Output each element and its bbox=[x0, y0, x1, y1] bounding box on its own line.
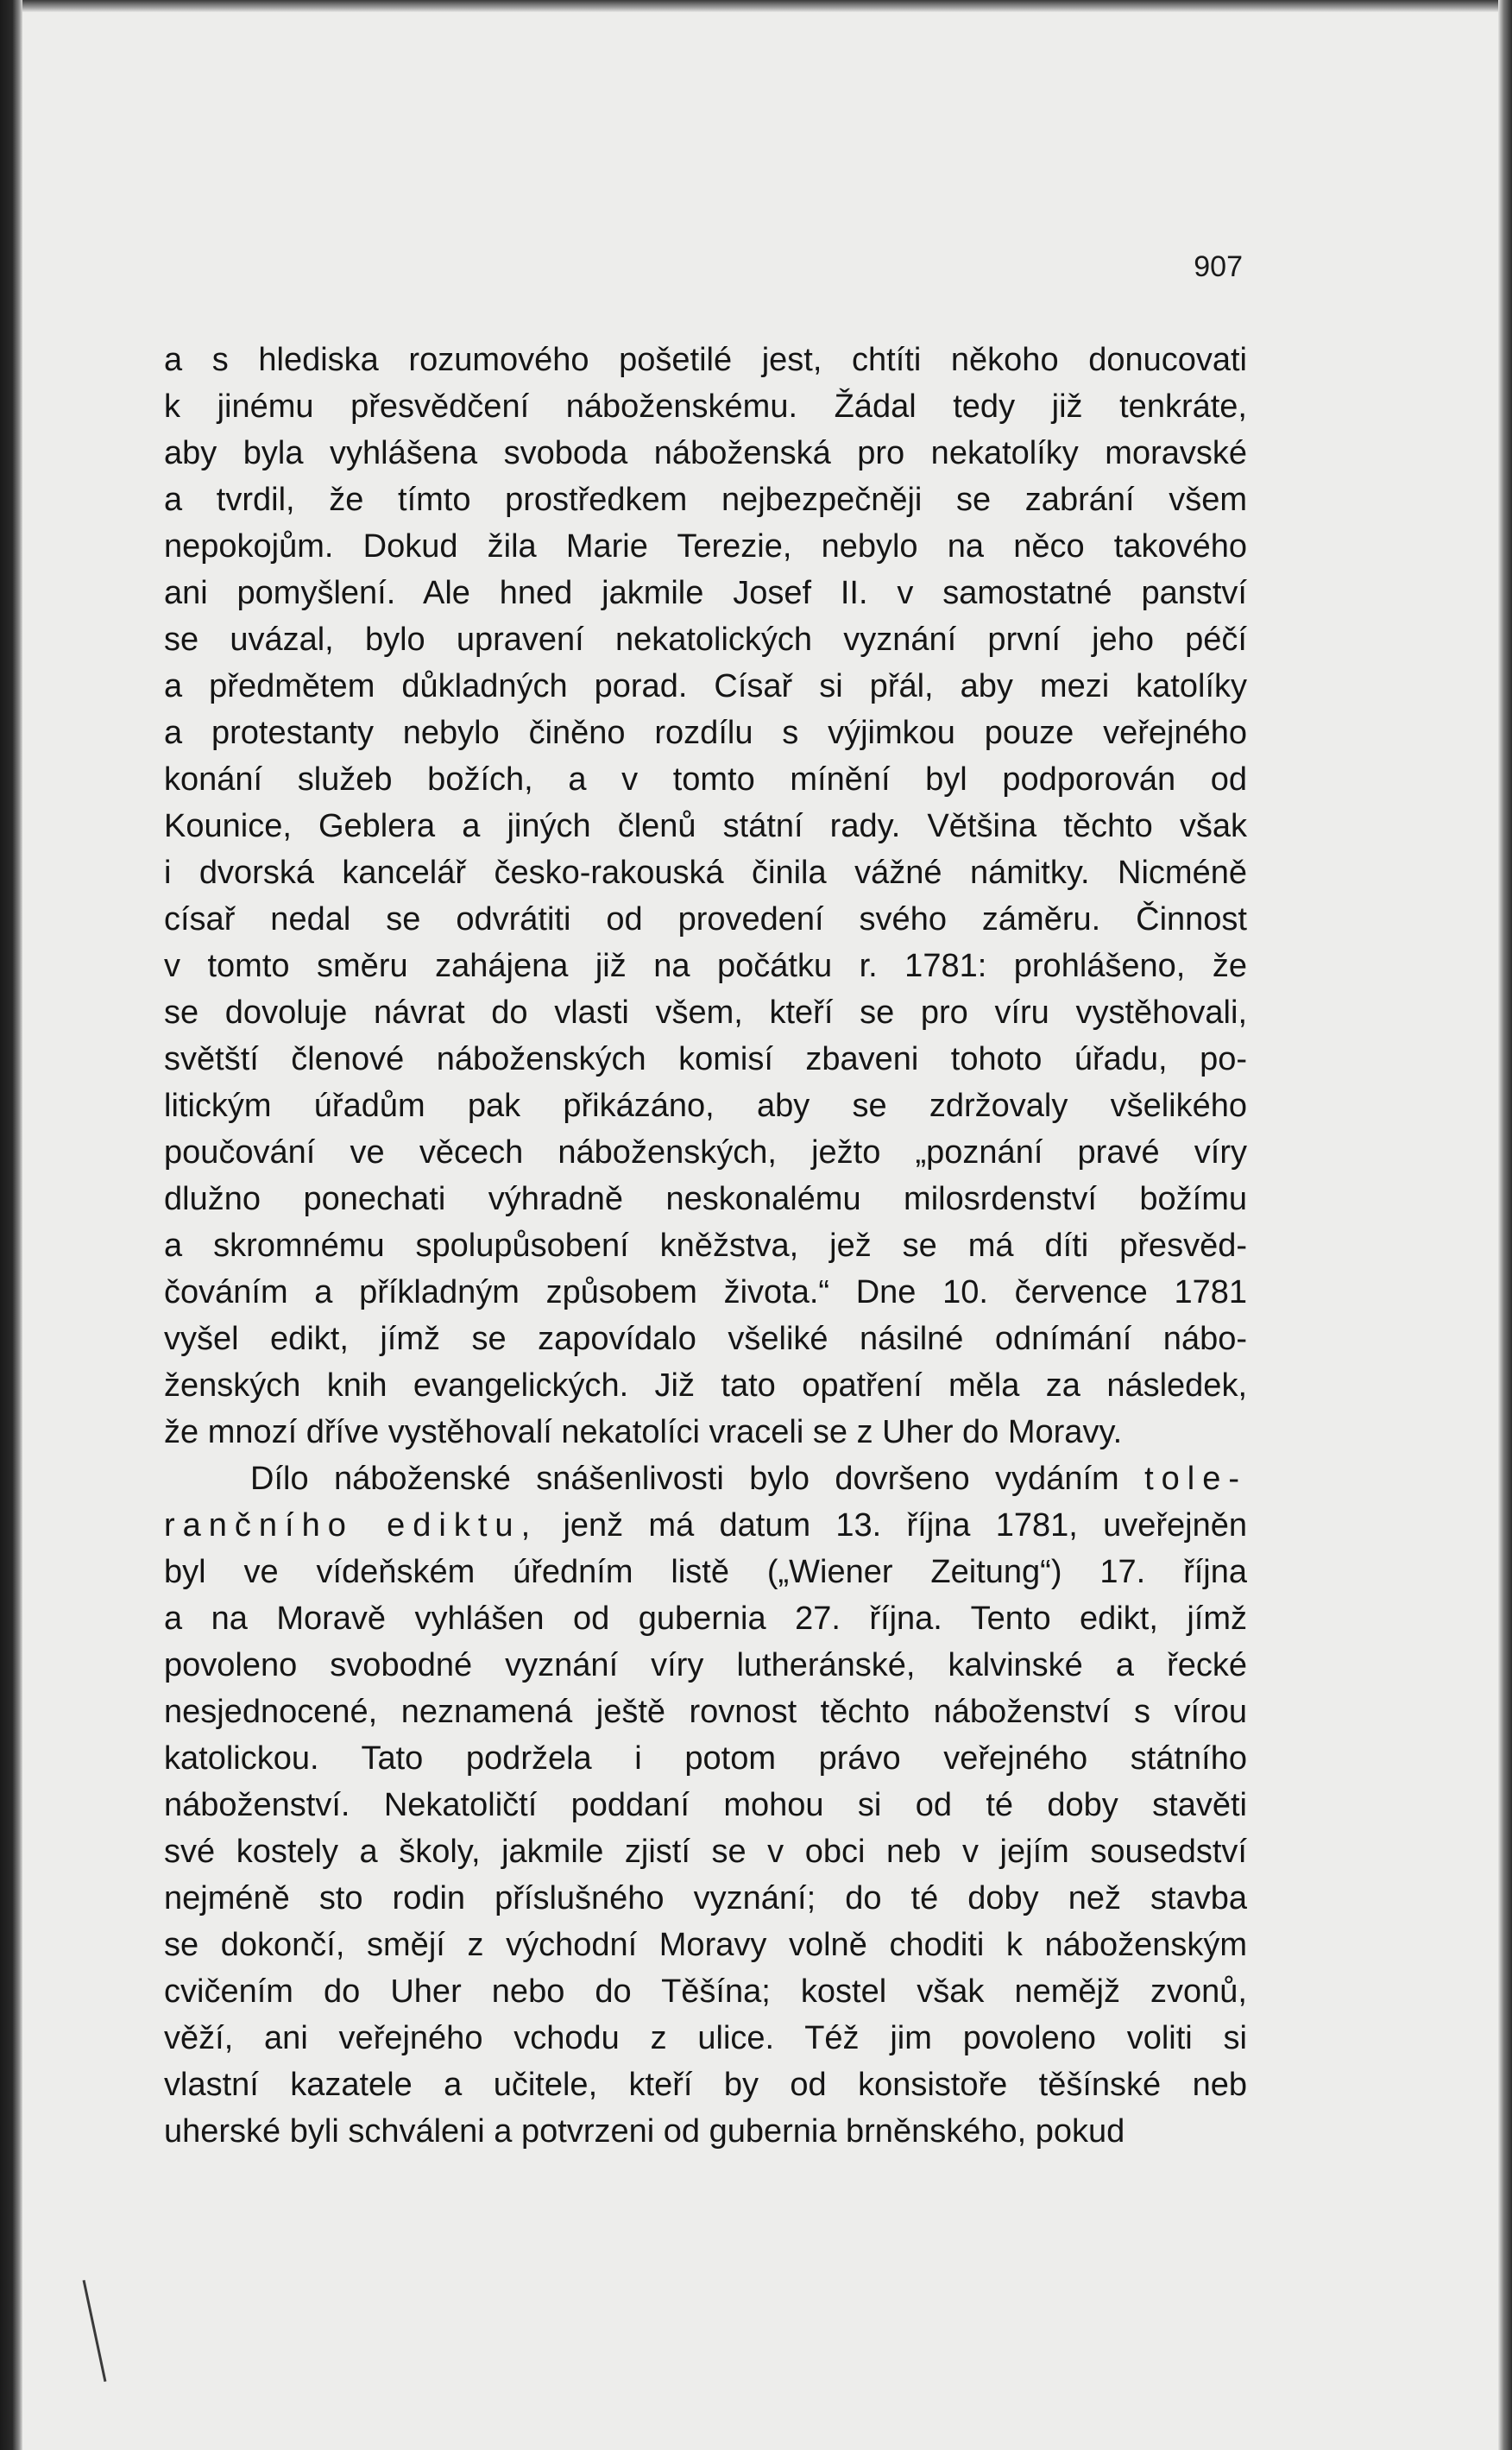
scan-shadow-left bbox=[0, 0, 22, 2450]
text-line: náboženství. Nekatoličtí poddaní mohou si od té doby stavěti bbox=[164, 1787, 1247, 1823]
text-line: se dokončí, smějí z východní Moravy volně choditi k náboženským bbox=[164, 1927, 1247, 1963]
body-text bbox=[164, 337, 1247, 2155]
text-line: nejméně sto rodin příslušného vyznání; do té doby než stavba bbox=[164, 1880, 1247, 1916]
text-line: a tvrdil, že tímto prostředkem nejbezpečněji se zabrání všem bbox=[164, 482, 1247, 518]
text-line: a s hlediska rozumového pošetilé jest, chtíti někoho donucovati bbox=[164, 342, 1247, 378]
text-line: ani pomyšlení. Ale hned jakmile Josef II. v samostatné panství bbox=[164, 575, 1247, 611]
text-line: Kounice, Geblera a jiných členů státní rady. Většina těchto však bbox=[164, 808, 1247, 844]
text-line: věží, ani veřejného vchodu z ulice. Též jim povoleno voliti si bbox=[164, 2020, 1247, 2056]
text-line: že mnozí dříve vystěhovalí nekatolíci vraceli se z Uher do Moravy. bbox=[164, 1414, 1123, 1450]
scan-shadow-top bbox=[0, 0, 1512, 12]
text-line: ženských knih evangelických. Již tato opatření měla za následek, bbox=[164, 1367, 1247, 1404]
page-number: 907 bbox=[1194, 250, 1243, 283]
text-line: dlužno ponechati výhradně neskonalému milosrdenství božímu bbox=[164, 1181, 1247, 1217]
text-line bbox=[164, 1502, 1247, 1549]
text-line: poučování ve věcech náboženských, ježto „poznání pravé víry bbox=[164, 1134, 1247, 1171]
text-line: v tomto směru zahájena již na počátku r. 1781: prohlášeno, že bbox=[164, 948, 1247, 984]
paragraph-2 bbox=[164, 1455, 1247, 2155]
text-line: povoleno svobodné vyznání víry lutheránské, kalvinské a řecké bbox=[164, 1647, 1247, 1683]
text-line: vlastní kazatele a učitele, kteří by od konsistoře těšínské neb bbox=[164, 2067, 1247, 2103]
text-line: se uvázal, bylo upravení nekatolických vyznání první jeho péčí bbox=[164, 622, 1247, 658]
text-line: a předmětem důkladných porad. Císař si přál, aby mezi katolíky bbox=[164, 668, 1247, 704]
text-line: nesjednocené, neznamená ještě rovnost těchto náboženství s vírou bbox=[164, 1694, 1247, 1730]
text-line: své kostely a školy, jakmile zjistí se v obci neb v jejím sousedství bbox=[164, 1834, 1247, 1870]
text-run: jenž má datum 13. října 1781, uveřejněn bbox=[563, 1507, 1248, 1544]
text-line: světští členové náboženských komisí zbaveni tohoto úřadu, po- bbox=[164, 1041, 1247, 1077]
text-line: cvičením do Uher nebo do Těšína; kostel však nemějž zvonů, bbox=[164, 1973, 1247, 2010]
text-line: a na Moravě vyhlášen od gubernia 27. října. Tento edikt, jímž bbox=[164, 1601, 1247, 1637]
text-line: k jinému přesvědčení náboženskému. Žádal tedy již tenkráte, bbox=[164, 388, 1247, 425]
text-line: se dovoluje návrat do vlasti všem, kteří se pro víru vystěhovali, bbox=[164, 995, 1247, 1031]
text-line: byl ve vídeňském úředním listě („Wiener Zeitung“) 17. října bbox=[164, 1554, 1247, 1590]
text-line: a skromnému spolupůsobení kněžstva, jež se má díti přesvěd- bbox=[164, 1228, 1247, 1264]
text-line: vyšel edikt, jímž se zapovídalo všeliké násilné odnímání nábo- bbox=[164, 1321, 1247, 1357]
text-line: nepokojům. Dokud žila Marie Terezie, nebylo na něco takového bbox=[164, 528, 1247, 565]
text-line: císař nedal se odvrátiti od provedení svého záměru. Činnost bbox=[164, 901, 1247, 938]
emphasized-term: tole- bbox=[1144, 1461, 1247, 1497]
scan-artifact-mark bbox=[83, 2280, 107, 2382]
paragraph-1 bbox=[164, 337, 1247, 1455]
emphasized-term: rančního ediktu, bbox=[164, 1507, 539, 1544]
text-line: litickým úřadům pak přikázáno, aby se zdržovaly všelikého bbox=[164, 1088, 1247, 1124]
text-line: aby byla vyhlášena svoboda náboženská pro nekatolíky moravské bbox=[164, 435, 1247, 471]
text-line: katolickou. Tato podržela i potom právo veřejného státního bbox=[164, 1740, 1247, 1777]
scan-shadow-right bbox=[1498, 0, 1512, 2450]
text-line bbox=[164, 1455, 1247, 1502]
text-line: uherské byli schváleni a potvrzeni od gubernia brněnského, pokud bbox=[164, 2113, 1125, 2150]
text-line: konání služeb božích, a v tomto mínění byl podporován od bbox=[164, 761, 1247, 798]
text-line: čováním a příkladným způsobem života.“ Dne 10. července 1781 bbox=[164, 1274, 1247, 1310]
text-line: i dvorská kancelář česko-rakouská činila vážné námitky. Nicméně bbox=[164, 855, 1247, 891]
text-line: a protestanty nebylo činěno rozdílu s výjimkou pouze veřejného bbox=[164, 715, 1247, 751]
text-run: Dílo náboženské snášenlivosti bylo dovršeno vydáním bbox=[250, 1461, 1119, 1497]
